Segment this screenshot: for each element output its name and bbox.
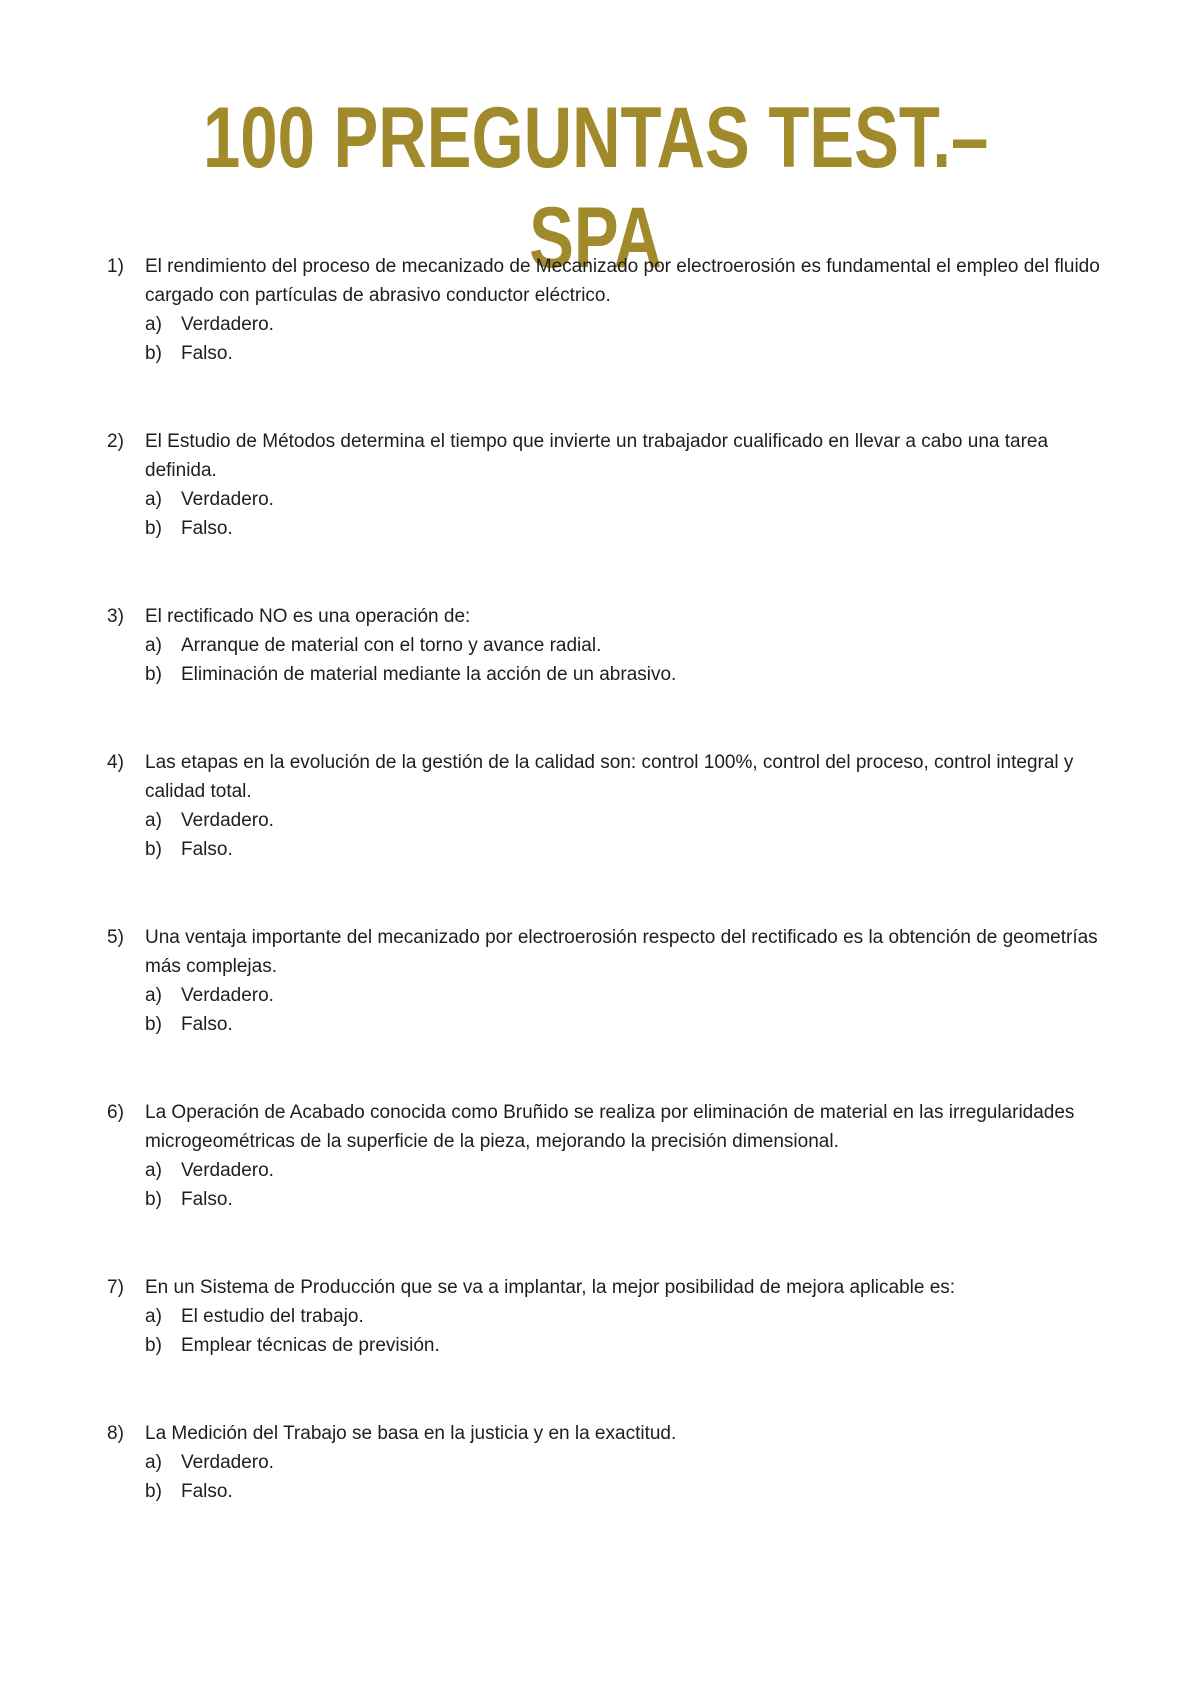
option-text: Verdadero.: [181, 1160, 274, 1181]
option-b: [145, 1010, 1117, 1039]
question-number: 8): [107, 1423, 124, 1444]
question-2: [107, 427, 1117, 543]
option-letter: a): [145, 1452, 162, 1473]
question-number: 7): [107, 1277, 124, 1298]
option-letter: a): [145, 1160, 162, 1181]
options-list: [145, 1156, 1117, 1214]
option-text: Arranque de material con el torno y avance radial.: [181, 635, 602, 656]
option-a: [145, 806, 1117, 835]
option-text: Verdadero.: [181, 1452, 274, 1473]
options-list: [145, 310, 1117, 368]
option-b: [145, 514, 1117, 543]
option-letter: a): [145, 314, 162, 335]
option-b: [145, 835, 1117, 864]
question-text: El rendimiento del proceso de mecanizado de Mecanizado por electroerosión es fundamental el empleo del fluido cargado con partículas de abrasivo conductor eléctrico.: [145, 256, 1100, 306]
option-a: [145, 631, 1117, 660]
option-letter: a): [145, 985, 162, 1006]
options-list: [145, 1448, 1117, 1506]
option-a: [145, 1448, 1117, 1477]
question-6: [107, 1098, 1117, 1214]
option-text: Falso.: [181, 1189, 233, 1210]
option-text: Eliminación de material mediante la acción de un abrasivo.: [181, 664, 677, 685]
option-letter: b): [145, 1335, 162, 1356]
option-text: Falso.: [181, 343, 233, 364]
question-number: 2): [107, 431, 124, 452]
question-7: [107, 1273, 1117, 1360]
option-text: Falso.: [181, 1014, 233, 1035]
option-b: [145, 339, 1117, 368]
option-b: [145, 1185, 1117, 1214]
option-a: [145, 1156, 1117, 1185]
option-text: Emplear técnicas de previsión.: [181, 1335, 440, 1356]
options-list: [145, 981, 1117, 1039]
option-letter: b): [145, 664, 162, 685]
option-text: El estudio del trabajo.: [181, 1306, 364, 1327]
option-text: Verdadero.: [181, 810, 274, 831]
option-letter: a): [145, 489, 162, 510]
question-number: 4): [107, 752, 124, 773]
option-text: Verdadero.: [181, 489, 274, 510]
question-number: 6): [107, 1102, 124, 1123]
option-a: [145, 981, 1117, 1010]
question-5: [107, 923, 1117, 1039]
question-text: La Medición del Trabajo se basa en la justicia y en la exactitud.: [145, 1423, 677, 1444]
option-a: [145, 1302, 1117, 1331]
option-letter: b): [145, 343, 162, 364]
option-letter: b): [145, 1189, 162, 1210]
question-text: Una ventaja importante del mecanizado por electroerosión respecto del rectificado es la obtención de geometrías más complejas.: [145, 927, 1098, 977]
option-b: [145, 660, 1117, 689]
option-b: [145, 1477, 1117, 1506]
question-text: El Estudio de Métodos determina el tiempo que invierte un trabajador cualificado en llevar a cabo una tarea definida.: [145, 431, 1049, 481]
option-letter: a): [145, 1306, 162, 1327]
question-text: El rectificado NO es una operación de:: [145, 606, 471, 627]
question-number: 5): [107, 927, 124, 948]
option-a: [145, 485, 1117, 514]
question-text: Las etapas en la evolución de la gestión de la calidad son: control 100%, control del proceso, control integral y calidad total.: [145, 752, 1074, 802]
question-text: En un Sistema de Producción que se va a implantar, la mejor posibilidad de mejora aplicable es:: [145, 1277, 956, 1298]
question-list: [107, 252, 1117, 1506]
option-letter: b): [145, 1481, 162, 1502]
option-letter: b): [145, 518, 162, 539]
option-letter: b): [145, 839, 162, 860]
question-8: [107, 1419, 1117, 1506]
option-text: Verdadero.: [181, 985, 274, 1006]
option-b: [145, 1331, 1117, 1360]
option-a: [145, 310, 1117, 339]
option-letter: a): [145, 635, 162, 656]
option-text: Falso.: [181, 839, 233, 860]
question-number: 1): [107, 256, 124, 277]
page-title: 100 PREGUNTAS TEST.– SPA: [203, 90, 989, 286]
question-4: [107, 748, 1117, 864]
option-letter: b): [145, 1014, 162, 1035]
option-letter: a): [145, 810, 162, 831]
option-text: Falso.: [181, 1481, 233, 1502]
options-list: [145, 806, 1117, 864]
options-list: [145, 631, 1117, 689]
option-text: Verdadero.: [181, 314, 274, 335]
option-text: Falso.: [181, 518, 233, 539]
options-list: [145, 485, 1117, 543]
question-text: La Operación de Acabado conocida como Bruñido se realiza por eliminación de material en las irregularidades microgeométricas de la superficie de la pieza, mejorando la precisión dimensional.: [145, 1102, 1075, 1152]
options-list: [145, 1302, 1117, 1360]
question-3: [107, 602, 1117, 689]
question-number: 3): [107, 606, 124, 627]
question-1: [107, 252, 1117, 368]
